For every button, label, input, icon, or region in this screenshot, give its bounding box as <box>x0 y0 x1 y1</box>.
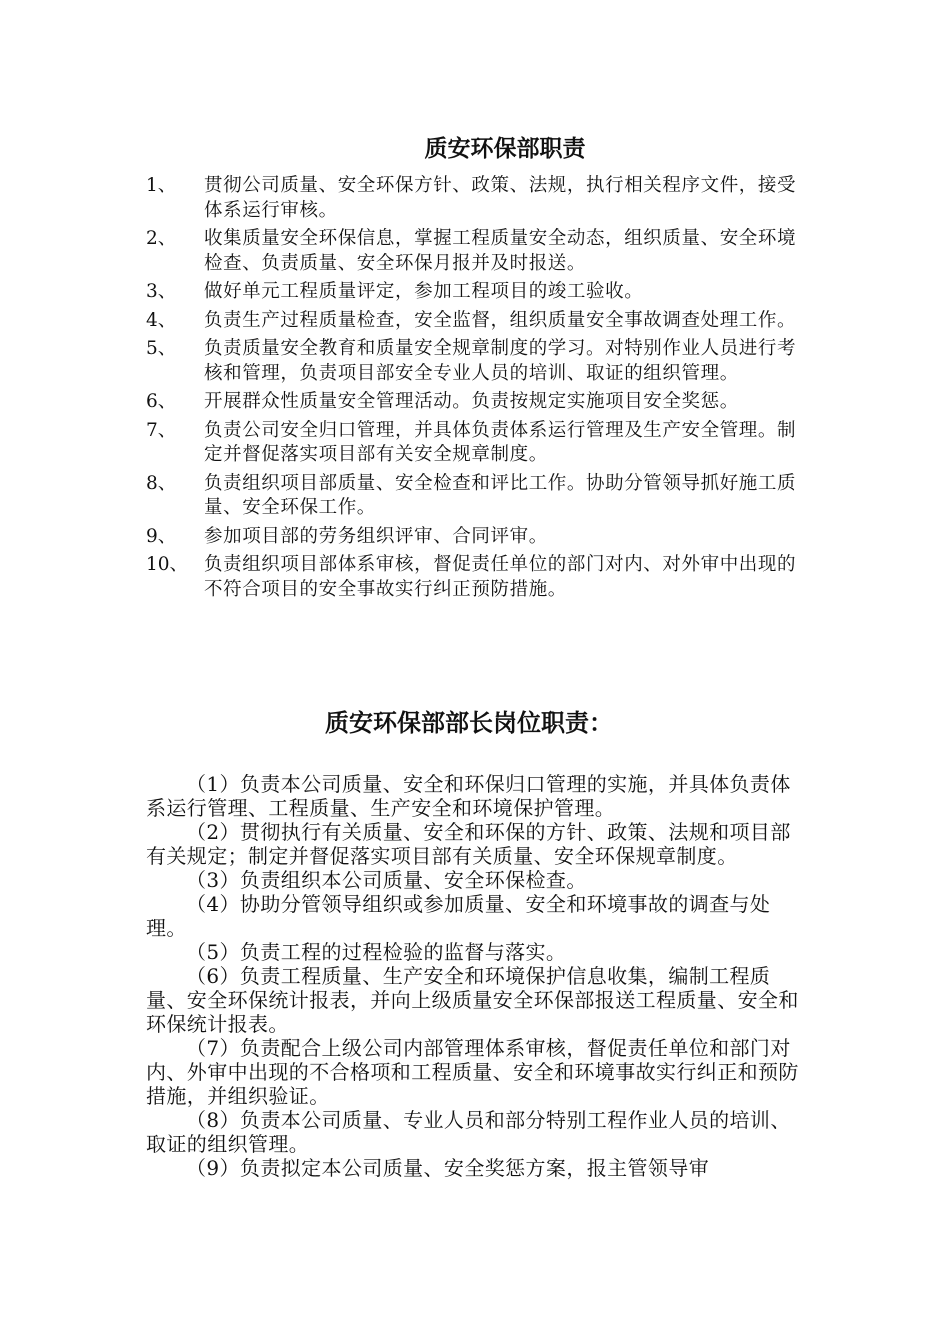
item-number: 4、 <box>146 309 177 331</box>
item-number: 2、 <box>146 228 177 249</box>
duty-paragraph: （1）负责本公司质量、安全和环保归口管理的实施，并具体负责体系运行管理、工程质量、生产安全和环境保护管理。 <box>146 772 791 820</box>
section1-title: 质安环保部职责 <box>424 135 586 162</box>
section2-title: 质安环保部部长岗位职责： <box>325 708 613 737</box>
list-item <box>146 227 836 276</box>
item-text: 收集质量安全环保信息，掌握工程质量安全动态，组织质量、安全环境检查、负责质量、安全环保月报并及时报送。 <box>204 228 797 274</box>
duty-paragraph: （6）负责工程质量、生产安全和环境保护信息收集，编制工程质量、安全环保统计报表，并向上级质量安全环保部报送工程质量、安全和环保统计报表。 <box>146 964 799 1036</box>
duty-paragraph: （3）负责组织本公司质量、安全环保检查。 <box>186 868 587 892</box>
item-number: 10、 <box>146 554 189 575</box>
item-text: 负责组织项目部体系审核，督促责任单位的部门对内、对外审中出现的不符合项目的安全事故实行纠正预防措施。 <box>204 554 797 600</box>
item-text: 负责质量安全教育和质量安全规章制度的学习。对特别作业人员进行考核和管理，负责项目部安全专业人员的培训、取证的组织管理。 <box>204 338 797 384</box>
list-item <box>146 309 836 334</box>
item-text: 做好单元工程质量评定，参加工程项目的竣工验收。 <box>204 281 644 302</box>
item-text: 贯彻公司质量、安全环保方针、政策、法规，执行相关程序文件，接受体系运行审核。 <box>204 175 797 221</box>
list-item <box>146 472 836 521</box>
list-item <box>146 553 836 602</box>
duty-paragraph: （9）负责拟定本公司质量、安全奖惩方案，报主管领导审 <box>186 1156 710 1180</box>
list-item <box>146 419 836 468</box>
list-item <box>146 390 836 415</box>
duty-paragraph: （2）贯彻执行有关质量、安全和环保的方针、政策、法规和项目部有关规定；制定并督促落实项目部有关质量、安全环保规章制度。 <box>146 820 791 868</box>
list-item <box>146 337 836 386</box>
item-text: 负责组织项目部质量、安全检查和评比工作。协助分管领导抓好施工质量、安全环保工作。 <box>204 472 797 518</box>
item-number: 1、 <box>146 175 177 196</box>
item-number: 9、 <box>146 525 177 547</box>
item-number: 5、 <box>146 338 177 359</box>
item-number: 8、 <box>146 472 177 494</box>
duty-paragraph: （8）负责本公司质量、专业人员和部分特别工程作业人员的培训、取证的组织管理。 <box>146 1108 791 1156</box>
list-item <box>146 174 836 223</box>
item-text: 开展群众性质量安全管理活动。负责按规定实施项目安全奖惩。 <box>204 391 739 412</box>
list-item <box>146 280 836 305</box>
duty-paragraph: （5）负责工程的过程检验的监督与落实。 <box>186 940 567 964</box>
item-text: 负责公司安全归口管理，并具体负责体系运行管理及生产安全管理。制定并督促落实项目部有关安全规章制度。 <box>204 419 797 465</box>
item-text: 参加项目部的劳务组织评审、合同评审。 <box>204 525 548 547</box>
list-item <box>146 525 836 550</box>
duty-paragraph: （4）协助分管领导组织或参加质量、安全和环境事故的调查与处理。 <box>146 892 771 940</box>
item-text: 负责生产过程质量检查，安全监督，组织质量安全事故调查处理工作。 <box>204 309 797 331</box>
item-number: 3、 <box>146 281 177 302</box>
item-number: 7、 <box>146 419 177 441</box>
duty-paragraph: （7）负责配合上级公司内部管理体系审核，督促责任单位和部门对内、外审中出现的不合格项和工程质量、安全和环境事故实行纠正和预防措施，并组织验证。 <box>146 1036 799 1108</box>
section2-body <box>146 772 808 1180</box>
duty-list <box>146 174 836 606</box>
item-number: 6、 <box>146 391 177 412</box>
